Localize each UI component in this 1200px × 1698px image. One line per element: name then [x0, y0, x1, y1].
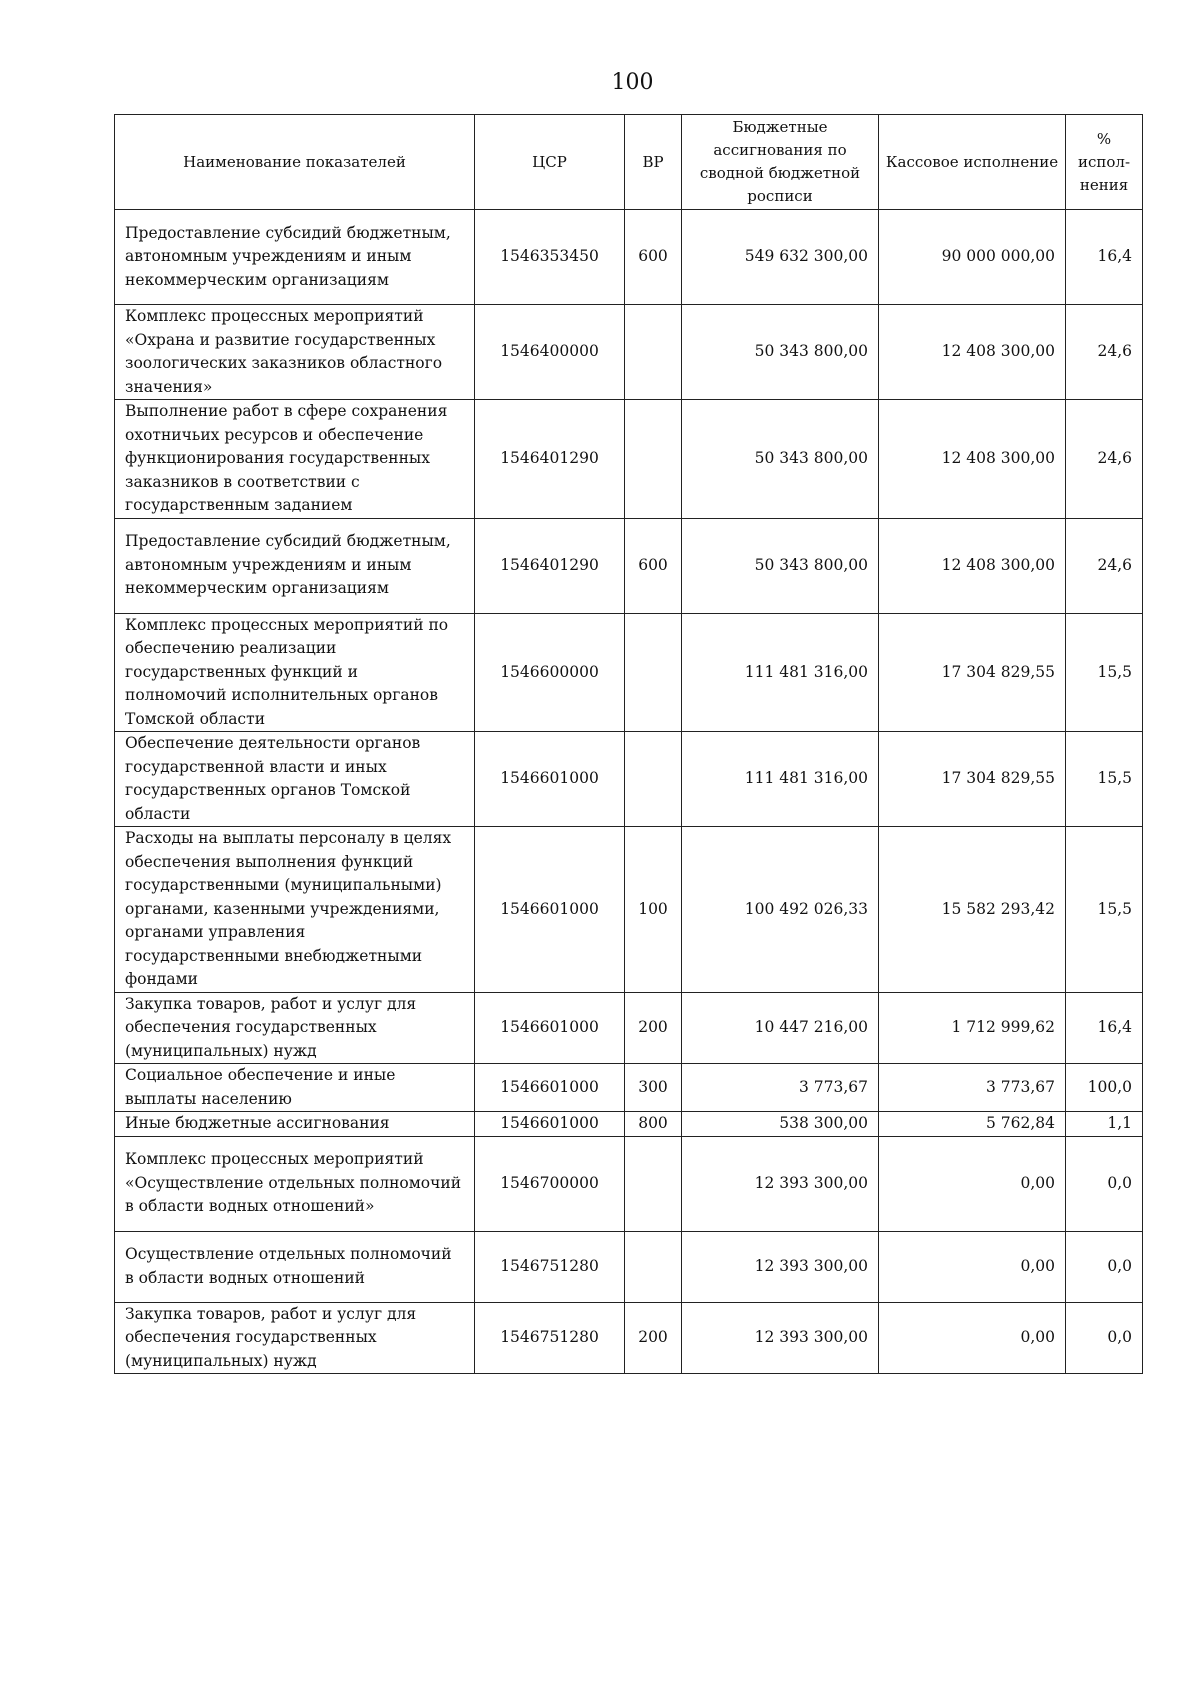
header-cash-execution: Кассовое исполнение	[879, 115, 1066, 210]
row-cash-execution: 1 712 999,62	[879, 992, 1066, 1064]
row-vr: 600	[625, 210, 682, 305]
row-csr: 1546601000	[475, 1064, 625, 1112]
row-execution-percent: 15,5	[1066, 613, 1143, 732]
header-vr: ВР	[625, 115, 682, 210]
row-assignments: 50 343 800,00	[682, 518, 879, 613]
row-csr: 1546601000	[475, 1112, 625, 1137]
row-vr: 200	[625, 1302, 682, 1374]
row-csr: 1546600000	[475, 613, 625, 732]
table-header-row	[115, 115, 1143, 210]
row-name: Социальное обеспечение и иные выплаты населению	[115, 1064, 475, 1112]
row-cash-execution: 0,00	[879, 1302, 1066, 1374]
row-csr: 1546400000	[475, 305, 625, 400]
row-execution-percent: 1,1	[1066, 1112, 1143, 1137]
row-name: Предоставление субсидий бюджетным, автономным учреждениям и иным некоммерческим организациям	[115, 210, 475, 305]
row-vr	[625, 400, 682, 519]
table-row	[115, 613, 1143, 732]
row-assignments: 12 393 300,00	[682, 1302, 879, 1374]
row-csr: 1546601000	[475, 827, 625, 993]
row-cash-execution: 15 582 293,42	[879, 827, 1066, 993]
row-vr: 600	[625, 518, 682, 613]
row-assignments: 12 393 300,00	[682, 1136, 879, 1231]
row-assignments: 50 343 800,00	[682, 305, 879, 400]
row-cash-execution: 12 408 300,00	[879, 518, 1066, 613]
header-csr: ЦСР	[475, 115, 625, 210]
row-execution-percent: 15,5	[1066, 827, 1143, 993]
table-row	[115, 518, 1143, 613]
row-csr: 1546353450	[475, 210, 625, 305]
page-number: 100	[611, 70, 654, 95]
row-vr: 200	[625, 992, 682, 1064]
row-name: Выполнение работ в сфере сохранения охотничьих ресурсов и обеспечение функционирования государственных заказников в соответствии с государственным заданием	[115, 400, 475, 519]
row-cash-execution: 12 408 300,00	[879, 305, 1066, 400]
table-row	[115, 1302, 1143, 1374]
row-csr: 1546401290	[475, 518, 625, 613]
header-name: Наименование показателей	[115, 115, 475, 210]
table-row	[115, 1136, 1143, 1231]
row-assignments: 50 343 800,00	[682, 400, 879, 519]
row-name: Комплекс процессных мероприятий «Осуществление отдельных полномочий в области водных отношений»	[115, 1136, 475, 1231]
row-execution-percent: 100,0	[1066, 1064, 1143, 1112]
table-row	[115, 827, 1143, 993]
row-csr: 1546751280	[475, 1302, 625, 1374]
row-csr: 1546601000	[475, 732, 625, 827]
table-row	[115, 210, 1143, 305]
row-assignments: 10 447 216,00	[682, 992, 879, 1064]
row-name: Закупка товаров, работ и услуг для обеспечения государственных (муниципальных) нужд	[115, 1302, 475, 1374]
row-cash-execution: 12 408 300,00	[879, 400, 1066, 519]
row-execution-percent: 24,6	[1066, 518, 1143, 613]
row-assignments: 3 773,67	[682, 1064, 879, 1112]
header-assignments: Бюджетные ассигнования по сводной бюджетной росписи	[682, 115, 879, 210]
row-assignments: 111 481 316,00	[682, 613, 879, 732]
row-execution-percent: 24,6	[1066, 400, 1143, 519]
row-cash-execution: 0,00	[879, 1231, 1066, 1302]
table-row	[115, 1064, 1143, 1112]
row-vr: 100	[625, 827, 682, 993]
row-vr	[625, 1136, 682, 1231]
row-csr: 1546751280	[475, 1231, 625, 1302]
row-csr: 1546401290	[475, 400, 625, 519]
row-csr: 1546601000	[475, 992, 625, 1064]
row-vr: 800	[625, 1112, 682, 1137]
row-cash-execution: 3 773,67	[879, 1064, 1066, 1112]
row-cash-execution: 90 000 000,00	[879, 210, 1066, 305]
table-row	[115, 732, 1143, 827]
row-vr: 300	[625, 1064, 682, 1112]
table-row	[115, 305, 1143, 400]
row-name: Закупка товаров, работ и услуг для обеспечения государственных (муниципальных) нужд	[115, 992, 475, 1064]
row-name: Предоставление субсидий бюджетным, автономным учреждениям и иным некоммерческим организациям	[115, 518, 475, 613]
table-row	[115, 400, 1143, 519]
row-execution-percent: 16,4	[1066, 992, 1143, 1064]
header-execution-percent: % испол-нения	[1066, 115, 1143, 210]
row-execution-percent: 0,0	[1066, 1302, 1143, 1374]
row-cash-execution: 5 762,84	[879, 1112, 1066, 1137]
row-cash-execution: 17 304 829,55	[879, 613, 1066, 732]
row-vr	[625, 1231, 682, 1302]
row-assignments: 100 492 026,33	[682, 827, 879, 993]
row-vr	[625, 732, 682, 827]
row-execution-percent: 16,4	[1066, 210, 1143, 305]
row-name: Иные бюджетные ассигнования	[115, 1112, 475, 1137]
row-execution-percent: 0,0	[1066, 1231, 1143, 1302]
row-execution-percent: 24,6	[1066, 305, 1143, 400]
row-cash-execution: 0,00	[879, 1136, 1066, 1231]
table-row	[115, 1231, 1143, 1302]
budget-execution-table	[114, 114, 1143, 1374]
row-assignments: 12 393 300,00	[682, 1231, 879, 1302]
row-name: Комплекс процессных мероприятий по обеспечению реализации государственных функций и полномочий исполнительных органов Томской области	[115, 613, 475, 732]
row-assignments: 549 632 300,00	[682, 210, 879, 305]
row-vr	[625, 305, 682, 400]
table-row	[115, 1112, 1143, 1137]
row-assignments: 538 300,00	[682, 1112, 879, 1137]
row-execution-percent: 0,0	[1066, 1136, 1143, 1231]
row-execution-percent: 15,5	[1066, 732, 1143, 827]
row-name: Комплекс процессных мероприятий «Охрана и развитие государственных зоологических заказников областного значения»	[115, 305, 475, 400]
row-csr: 1546700000	[475, 1136, 625, 1231]
row-name: Расходы на выплаты персоналу в целях обеспечения выполнения функций государственными (муниципальными) органами, казенными учреждениями, органами управления государственными внебюджетными фондами	[115, 827, 475, 993]
row-cash-execution: 17 304 829,55	[879, 732, 1066, 827]
row-assignments: 111 481 316,00	[682, 732, 879, 827]
row-name: Обеспечение деятельности органов государственной власти и иных государственных органов Томской области	[115, 732, 475, 827]
row-name: Осуществление отдельных полномочий в области водных отношений	[115, 1231, 475, 1302]
table-row	[115, 992, 1143, 1064]
row-vr	[625, 613, 682, 732]
